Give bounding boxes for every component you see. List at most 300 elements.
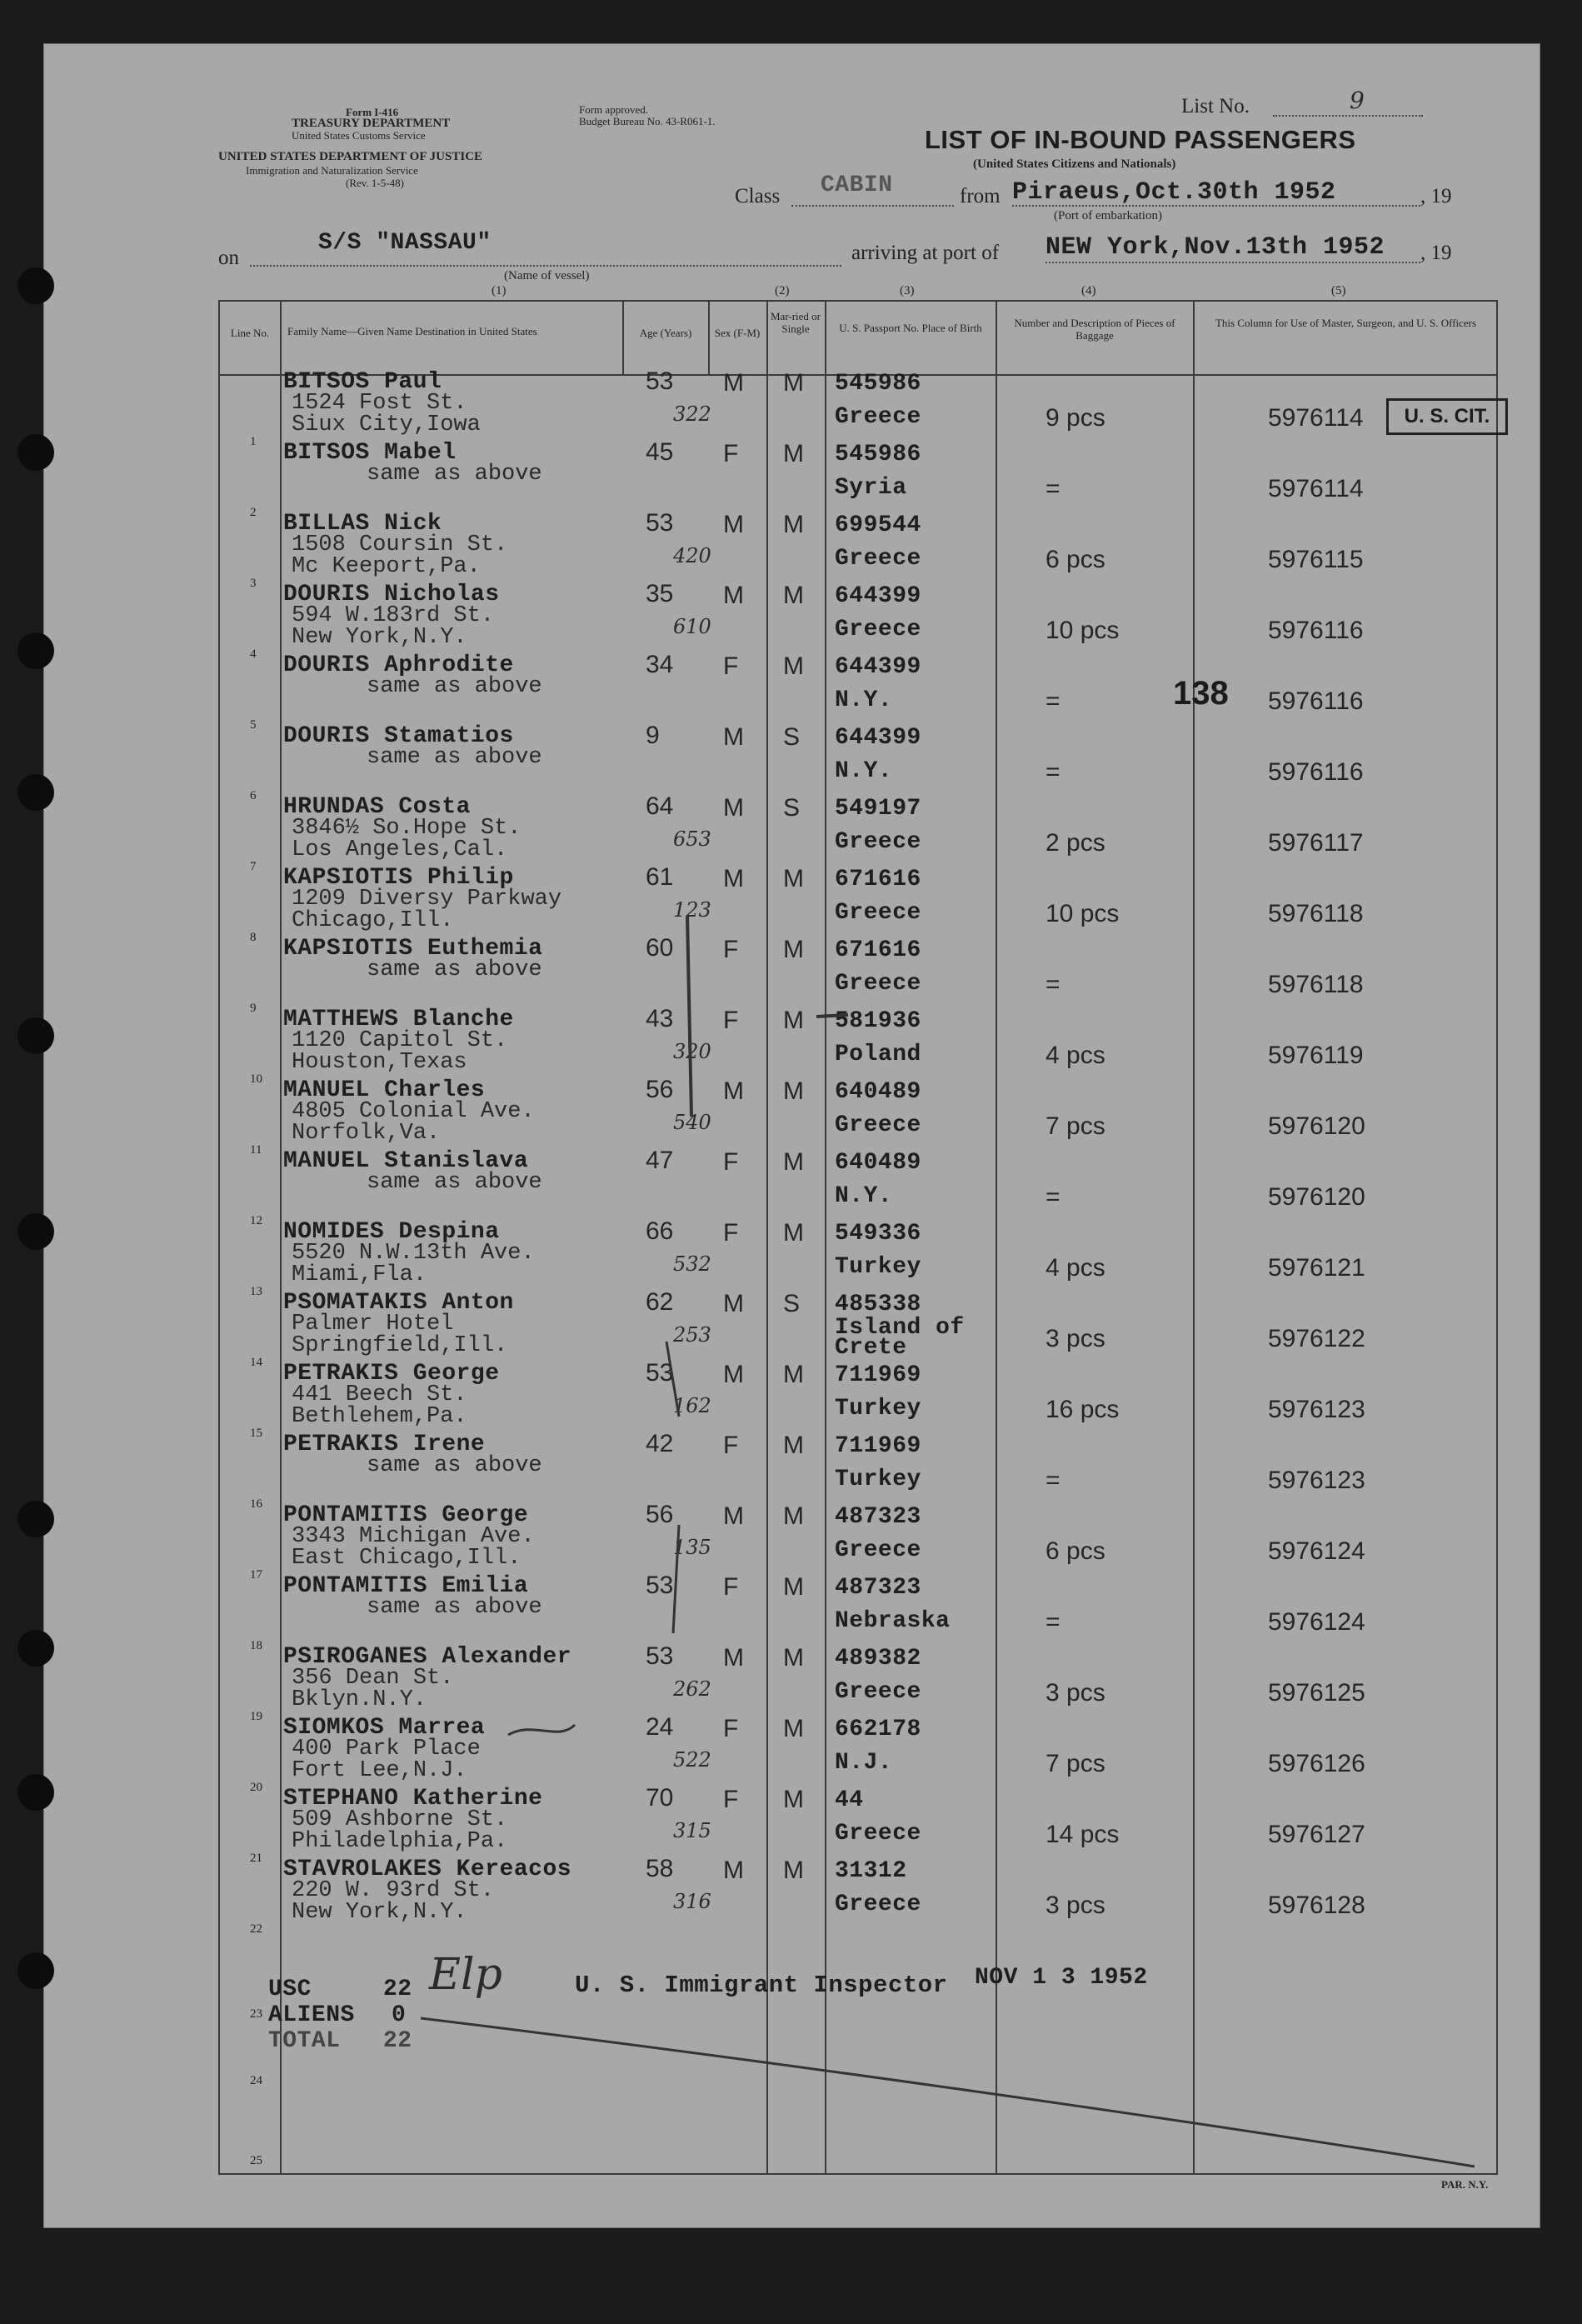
destination-same: same as above	[367, 1595, 542, 1620]
age: 61	[646, 863, 674, 891]
officer-number: 5976118	[1268, 900, 1364, 927]
destination-same: same as above	[367, 1170, 542, 1195]
total-label: TOTAL	[268, 2028, 341, 2054]
form-title: LIST OF IN-BOUND PASSENGERS	[925, 125, 1356, 154]
sex: F	[723, 1432, 739, 1459]
passport-number: 644399	[835, 725, 921, 751]
officer-number: 5976124	[1268, 1537, 1365, 1565]
baggage: 6 pcs	[1046, 546, 1105, 573]
age: 53	[646, 1359, 674, 1387]
embarkation-note: (Port of embarkation)	[1054, 209, 1162, 222]
destination-city: Siux City,Iowa	[292, 412, 481, 437]
sex: M	[723, 865, 744, 892]
passport-number: 662178	[835, 1717, 921, 1742]
passenger-name: DOURIS Nicholas	[283, 582, 500, 607]
sex: F	[723, 1148, 739, 1176]
marital-status: M	[783, 582, 804, 609]
destination-street: 1120 Capitol St.	[292, 1028, 508, 1053]
passport-number: 699544	[835, 512, 921, 538]
destination-street: 1508 Coursin St.	[292, 532, 508, 557]
place-of-birth: Turkey	[835, 1254, 921, 1280]
passport-number: 671616	[835, 867, 921, 892]
header-passport: U. S. Passport No. Place of Birth	[839, 322, 982, 334]
marital-status: M	[783, 1432, 804, 1459]
marital-status: S	[783, 1290, 801, 1317]
line-number: 8	[250, 931, 257, 944]
destination-street: 3846½ So.Hope St.	[292, 816, 522, 841]
place-of-birth: Turkey	[835, 1396, 921, 1422]
handwritten-code: 420	[673, 544, 711, 567]
marital-status: M	[783, 652, 804, 680]
passenger-name: SIOMKOS Marrea	[283, 1715, 486, 1741]
passenger-name: PONTAMITIS George	[283, 1502, 529, 1528]
marital-status: M	[783, 1573, 804, 1601]
header-officers: This Column for Use of Master, Surgeon, and U. S. Officers	[1215, 317, 1477, 329]
marital-status: M	[783, 1715, 804, 1742]
sex: F	[723, 652, 739, 680]
place-of-birth: Greece	[835, 900, 921, 926]
sex: M	[723, 582, 744, 609]
place-of-birth: N.Y.	[835, 687, 893, 713]
officer-number: 5976123	[1268, 1396, 1365, 1423]
marital-status: M	[783, 1007, 804, 1034]
marital-status: M	[783, 511, 804, 538]
line-number: 5	[250, 718, 257, 732]
baggage: 10 pcs	[1046, 900, 1120, 927]
officer-number: 5976118	[1268, 971, 1364, 998]
age: 56	[646, 1076, 674, 1103]
list-no-value: 9	[1350, 87, 1365, 114]
place-of-birth: Greece	[835, 829, 921, 855]
line-number-24: 24	[250, 2074, 262, 2087]
line-number: 2	[250, 506, 257, 519]
baggage: =	[1046, 971, 1060, 998]
header-name: Family Name—Given Name Destination in United States	[287, 325, 537, 337]
sex: F	[723, 1715, 739, 1742]
from-label: from	[960, 185, 1001, 207]
age: 43	[646, 1005, 674, 1032]
form-number: Form I-416	[346, 106, 399, 118]
destination-street: 594 W.183rd St.	[292, 603, 495, 628]
destination-street: 400 Park Place	[292, 1737, 481, 1762]
marital-status: M	[783, 1502, 804, 1530]
marital-status: S	[783, 794, 801, 822]
passport-number: 485338	[835, 1292, 921, 1317]
destination-street: Palmer Hotel	[292, 1312, 454, 1337]
place-of-birth: Greece	[835, 1537, 921, 1563]
passenger-name: KAPSIOTIS Euthemia	[283, 936, 543, 962]
handwritten-code: 532	[673, 1252, 711, 1276]
handwritten-code: 610	[673, 615, 711, 638]
inspector-signature: Elp	[429, 1950, 502, 2000]
age: 62	[646, 1288, 674, 1316]
place-of-birth: Greece	[835, 1112, 921, 1138]
destination-same: same as above	[367, 462, 542, 487]
passport-number: 545986	[835, 442, 921, 467]
destination-city: Mc Keeport,Pa.	[292, 554, 481, 579]
line-number: 4	[250, 647, 257, 661]
passport-number: 44	[835, 1787, 864, 1813]
passenger-name: PETRAKIS Irene	[283, 1432, 486, 1457]
col-number-3: (3)	[900, 284, 915, 297]
from-value: Piraeus,Oct.30th 1952	[1012, 178, 1336, 207]
sex: M	[723, 1077, 744, 1105]
passport-number: 644399	[835, 654, 921, 680]
revision: (Rev. 1-5-48)	[346, 177, 404, 189]
officer-number: 5976121	[1268, 1254, 1365, 1282]
customs-service: United States Customs Service	[292, 129, 426, 142]
age: 70	[646, 1784, 674, 1812]
destination-city: Houston,Texas	[292, 1050, 467, 1075]
place-of-birth: Greece	[835, 404, 921, 430]
sex: M	[723, 794, 744, 822]
handwritten-code: 320	[673, 1040, 711, 1063]
place-of-birth: Island of Crete	[835, 1315, 965, 1361]
officer-number: 5976117	[1268, 829, 1364, 857]
passenger-name: BITSOS Paul	[283, 369, 442, 395]
age: 60	[646, 934, 674, 962]
officer-number: 5976119	[1268, 1042, 1364, 1069]
baggage: 3 pcs	[1046, 1679, 1105, 1707]
age: 9	[646, 722, 660, 749]
officer-number: 5976114	[1268, 475, 1364, 502]
destination-city: Bethlehem,Pa.	[292, 1404, 467, 1429]
age: 66	[646, 1217, 674, 1245]
baggage: 10 pcs	[1046, 617, 1120, 644]
destination-street: 1209 Diversy Parkway	[292, 887, 562, 912]
place-of-birth: Greece	[835, 1821, 921, 1847]
age: 53	[646, 1572, 674, 1599]
on-label: on	[218, 247, 239, 269]
officer-number: 5976124	[1268, 1608, 1365, 1636]
aliens-label: ALIENS	[268, 2002, 355, 2028]
passenger-name: KAPSIOTIS Philip	[283, 865, 514, 891]
destination-city: Miami,Fla.	[292, 1262, 427, 1287]
destination-same: same as above	[367, 674, 542, 699]
passenger-name: MANUEL Stanislava	[283, 1148, 529, 1174]
destination-street: 1524 Fost St.	[292, 391, 467, 416]
class-label: Class	[735, 185, 781, 207]
department-of-justice: UNITED STATES DEPARTMENT OF JUSTICE	[218, 150, 483, 163]
baggage: =	[1046, 1183, 1060, 1211]
header-married: Mar-ried or Single	[770, 310, 821, 335]
total-value: 22	[383, 2028, 412, 2054]
line-number: 18	[250, 1639, 262, 1652]
place-of-birth: Poland	[835, 1042, 921, 1067]
baggage: 7 pcs	[1046, 1112, 1105, 1140]
line-number: 12	[250, 1214, 262, 1227]
sex: M	[723, 1644, 744, 1672]
line-number: 21	[250, 1852, 262, 1865]
age: 53	[646, 1642, 674, 1670]
place-of-birth: N.Y.	[835, 758, 893, 784]
col-number-2: (2)	[775, 284, 790, 297]
passport-number: 581936	[835, 1008, 921, 1034]
handwritten-code: 322	[673, 402, 711, 426]
col-number-1: (1)	[492, 284, 507, 297]
officer-number: 5976116	[1268, 687, 1364, 715]
age: 24	[646, 1713, 674, 1741]
handwritten-code: 123	[673, 898, 711, 922]
handwritten-code: 522	[673, 1748, 711, 1772]
col-number-5: (5)	[1331, 284, 1346, 297]
treasury-department: TREASURY DEPARTMENT	[292, 117, 451, 130]
handwritten-code: 540	[673, 1111, 711, 1134]
age: 34	[646, 651, 674, 678]
place-of-birth: Greece	[835, 1892, 921, 1917]
vessel-name: S/S "NASSAU"	[318, 230, 492, 256]
aliens-value: 0	[392, 2002, 407, 2028]
passenger-name: STEPHANO Katherine	[283, 1786, 543, 1812]
destination-street: 4805 Colonial Ave.	[292, 1099, 535, 1124]
passport-number: 489382	[835, 1646, 921, 1672]
officer-number: 5976116	[1268, 617, 1364, 644]
baggage: 3 pcs	[1046, 1325, 1105, 1352]
passenger-name: BITSOS Mabel	[283, 440, 457, 466]
sex: M	[723, 369, 744, 397]
passenger-name: DOURIS Aphrodite	[283, 652, 514, 678]
baggage: 6 pcs	[1046, 1537, 1105, 1565]
marital-status: S	[783, 723, 801, 751]
destination-city: Norfolk,Va.	[292, 1121, 441, 1146]
passport-number: 487323	[835, 1504, 921, 1530]
destination-city: New York,N.Y.	[292, 1900, 467, 1925]
place-of-birth: Greece	[835, 971, 921, 997]
officer-number: 5976125	[1268, 1679, 1365, 1707]
marital-status: M	[783, 369, 804, 397]
baggage: 3 pcs	[1046, 1892, 1105, 1919]
marital-status: M	[783, 440, 804, 467]
baggage: =	[1046, 1608, 1060, 1636]
line-number: 19	[250, 1710, 262, 1723]
baggage: 16 pcs	[1046, 1396, 1120, 1423]
marital-status: M	[783, 936, 804, 963]
usc-value: 22	[383, 1977, 412, 2002]
line-number: 20	[250, 1781, 262, 1794]
baggage: =	[1046, 687, 1060, 715]
line-number-23: 23	[250, 2007, 262, 2021]
passport-number: 487323	[835, 1575, 921, 1601]
passport-number: 640489	[835, 1079, 921, 1105]
place-of-birth: Nebraska	[835, 1608, 951, 1634]
marital-status: M	[783, 1857, 804, 1884]
vessel-note: (Name of vessel)	[504, 269, 590, 282]
handwritten-code: 253	[673, 1323, 711, 1347]
destination-city: New York,N.Y.	[292, 625, 467, 650]
sex: F	[723, 440, 739, 467]
sex: M	[723, 723, 744, 751]
passport-number: 671616	[835, 937, 921, 963]
sex: M	[723, 1857, 744, 1884]
budget-bureau: Budget Bureau No. 43-R061-1.	[579, 115, 716, 127]
place-of-birth: Turkey	[835, 1467, 921, 1492]
destination-city: Los Angeles,Cal.	[292, 837, 508, 862]
passport-number: 549336	[835, 1221, 921, 1247]
header-line-no: Line No.	[230, 327, 270, 339]
handwritten-code: 135	[673, 1536, 711, 1559]
passport-number: 31312	[835, 1858, 907, 1884]
destination-street: 509 Ashborne St.	[292, 1807, 508, 1832]
passport-number: 711969	[835, 1433, 921, 1459]
passenger-name: MATTHEWS Blanche	[283, 1007, 514, 1032]
line-number: 6	[250, 789, 257, 802]
officer-number: 5976115	[1268, 546, 1364, 573]
destination-city: Chicago,Ill.	[292, 908, 454, 933]
marital-status: M	[783, 1644, 804, 1672]
marital-status: M	[783, 1361, 804, 1388]
baggage: =	[1046, 758, 1060, 786]
destination-same: same as above	[367, 1453, 542, 1478]
destination-street: 3343 Michigan Ave.	[292, 1524, 535, 1549]
baggage: =	[1046, 1467, 1060, 1494]
line-number: 3	[250, 577, 257, 590]
place-of-birth: Syria	[835, 475, 907, 501]
destination-city: Philadelphia,Pa.	[292, 1829, 508, 1854]
passenger-name: PSIROGANES Alexander	[283, 1644, 572, 1670]
passenger-name: HRUNDAS Costa	[283, 794, 471, 820]
header-age: Age (Years)	[639, 327, 692, 339]
sex: F	[723, 1573, 739, 1601]
handwritten-code: 316	[673, 1890, 711, 1913]
passport-number: 644399	[835, 583, 921, 609]
line-number: 13	[250, 1285, 262, 1298]
place-of-birth: Greece	[835, 1679, 921, 1705]
passenger-name: BILLAS Nick	[283, 511, 442, 537]
us-cit-stamp: U. S. CIT.	[1386, 398, 1508, 435]
passport-number: 549197	[835, 796, 921, 822]
form-approved: Form approved.	[579, 103, 649, 116]
line-number: 15	[250, 1427, 262, 1440]
place-of-birth: Greece	[835, 546, 921, 572]
usc-label: USC	[268, 1977, 312, 2002]
side-number: 138	[1173, 675, 1229, 712]
handwritten-code: 315	[673, 1819, 711, 1842]
passport-number: 711969	[835, 1362, 921, 1388]
destination-street: 220 W. 93rd St.	[292, 1878, 495, 1903]
sex: F	[723, 1786, 739, 1813]
line-number: 1	[250, 435, 257, 448]
list-no-label: List No.	[1181, 95, 1250, 117]
officer-number: 5976116	[1268, 758, 1364, 786]
age: 35	[646, 580, 674, 607]
destination-city: Fort Lee,N.J.	[292, 1758, 467, 1783]
header-baggage: Number and Description of Pieces of Baggage	[1014, 317, 1175, 342]
form-subtitle: (United States Citizens and Nationals)	[973, 157, 1176, 171]
passenger-name: NOMIDES Despina	[283, 1219, 500, 1245]
year-suffix-2: , 19	[1420, 242, 1452, 264]
line-number-25: 25	[250, 2154, 262, 2167]
officer-number: 5976128	[1268, 1892, 1365, 1919]
passenger-name: PSOMATAKIS Anton	[283, 1290, 514, 1316]
officer-number: 5976122	[1268, 1325, 1365, 1352]
baggage: 4 pcs	[1046, 1254, 1105, 1282]
passenger-name: DOURIS Stamatios	[283, 723, 514, 749]
printer-mark: PAR. N.Y.	[1441, 2178, 1489, 2191]
sex: M	[723, 511, 744, 538]
marital-status: M	[783, 1148, 804, 1176]
baggage: 14 pcs	[1046, 1821, 1120, 1848]
age: 58	[646, 1855, 674, 1882]
age: 42	[646, 1430, 674, 1457]
baggage: 7 pcs	[1046, 1750, 1105, 1777]
passenger-name: MANUEL Charles	[283, 1077, 486, 1103]
age: 56	[646, 1501, 674, 1528]
arriving-value: NEW York,Nov.13th 1952	[1046, 233, 1385, 262]
baggage: 9 pcs	[1046, 404, 1105, 432]
age: 45	[646, 438, 674, 466]
inspector-label: U. S. Immigrant Inspector	[575, 1972, 948, 1999]
marital-status: M	[783, 1219, 804, 1247]
age: 53	[646, 509, 674, 537]
sex: M	[723, 1290, 744, 1317]
passenger-name: PETRAKIS George	[283, 1361, 500, 1387]
inspector-date: NOV 1 3 1952	[975, 1965, 1148, 1991]
marital-status: M	[783, 865, 804, 892]
class-value: CABIN	[821, 172, 893, 198]
handwritten-code: 162	[673, 1394, 711, 1417]
line-number: 22	[250, 1922, 262, 1936]
place-of-birth: Greece	[835, 617, 921, 642]
destination-city: Bklyn.N.Y.	[292, 1687, 427, 1712]
officer-number: 5976127	[1268, 1821, 1365, 1848]
line-number: 9	[250, 1002, 257, 1015]
passenger-name: STAVROLAKES Kereacos	[283, 1857, 572, 1882]
passport-number: 545986	[835, 371, 921, 397]
marital-status: M	[783, 1077, 804, 1105]
destination-street: 356 Dean St.	[292, 1666, 454, 1691]
destination-street: 441 Beech St.	[292, 1382, 467, 1407]
line-number: 17	[250, 1568, 262, 1582]
sex: M	[723, 1502, 744, 1530]
marital-status: M	[783, 1786, 804, 1813]
line-number: 7	[250, 860, 257, 873]
age: 47	[646, 1147, 674, 1174]
sex: F	[723, 1219, 739, 1247]
baggage: 4 pcs	[1046, 1042, 1105, 1069]
line-number: 10	[250, 1072, 262, 1086]
baggage: 2 pcs	[1046, 829, 1105, 857]
officer-number: 5976114	[1268, 404, 1364, 432]
year-suffix-1: , 19	[1420, 185, 1452, 207]
baggage: =	[1046, 475, 1060, 502]
destination-same: same as above	[367, 957, 542, 982]
passport-number: 640489	[835, 1150, 921, 1176]
place-of-birth: N.Y.	[835, 1183, 893, 1209]
line-number: 16	[250, 1497, 262, 1511]
sex: F	[723, 936, 739, 963]
destination-street: 5520 N.W.13th Ave.	[292, 1241, 535, 1266]
age: 64	[646, 792, 674, 820]
officer-number: 5976120	[1268, 1112, 1365, 1140]
destination-city: Springfield,Ill.	[292, 1333, 508, 1358]
handwritten-code: 262	[673, 1677, 711, 1701]
destination-city: East Chicago,Ill.	[292, 1546, 522, 1571]
sex: F	[723, 1007, 739, 1034]
ins-label: Immigration and Naturalization Service	[246, 164, 418, 177]
officer-number: 5976120	[1268, 1183, 1365, 1211]
destination-same: same as above	[367, 745, 542, 770]
line-number: 14	[250, 1356, 262, 1369]
col-number-4: (4)	[1081, 284, 1096, 297]
header-sex: Sex (F-M)	[714, 327, 761, 339]
arriving-label: arriving at port of	[851, 242, 1000, 264]
age: 53	[646, 367, 674, 395]
line-number: 11	[250, 1143, 262, 1157]
handwritten-code: 653	[673, 827, 711, 851]
officer-number: 5976126	[1268, 1750, 1365, 1777]
officer-number: 5976123	[1268, 1467, 1365, 1494]
place-of-birth: N.J.	[835, 1750, 893, 1776]
